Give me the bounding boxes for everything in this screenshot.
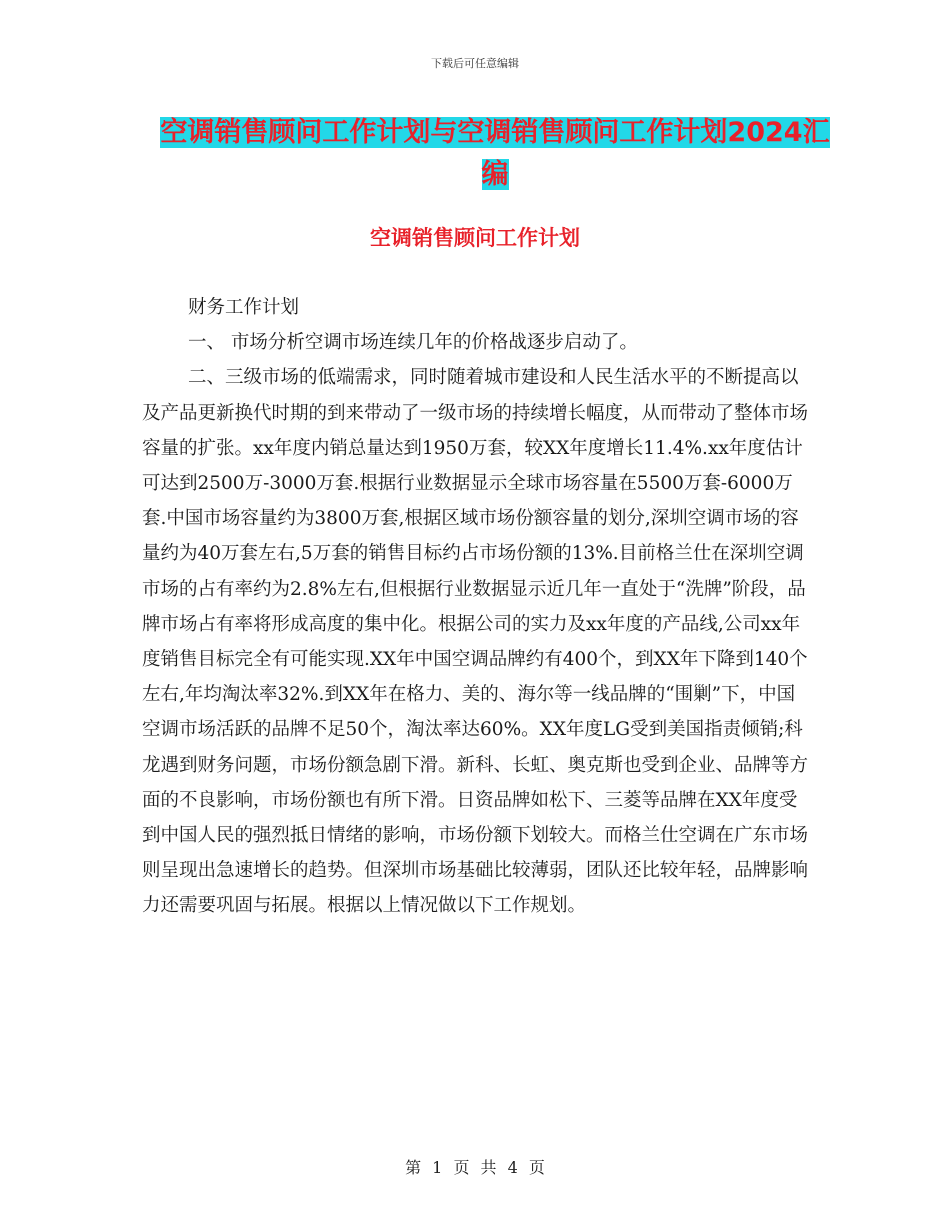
section-title: 空调销售顾问工作计划	[370, 226, 580, 250]
document-body	[142, 290, 810, 924]
page-footer: 第 1 页 共 4 页	[405, 1158, 545, 1177]
header-note: 下载后可任意编辑	[431, 57, 519, 70]
document-title	[150, 112, 840, 196]
paragraph-market-intro: 一、 市场分析空调市场连续几年的价格战逐步启动了。	[188, 332, 638, 354]
paragraph-market-analysis: 二、三级市场的低端需求，同时随着城市建设和人民生活水平的不断提高以及产品更新换代时期的到来带动了一级市场的持续增长幅度，从而带动了整体市场容量的扩张。xx年度内销总量达到1950万套，较XX年度增长11.4%.xx年度估计可达到2500万-3000万套.根据行业数据显示全球市场容量在5500万套-6000万套.中国市场容量约为3800万套,根据区域市场份额容量的划分,深圳空调市场的容量约为40万套左右,5万套的销售目标约占市场份额的13%.目前格兰仕在深圳空调市场的占有率约为2.8%左右,但根据行业数据显示近几年一直处于“洗牌”阶段，品牌市场占有率将形成高度的集中化。根据公司的实力及xx年度的产品线,公司xx年度销售目标完全有可能实现.XX年中国空调品牌约有400个，到XX年下降到140个左右,年均淘汰率32%.到XX年在格力、美的、海尔等一线品牌的“围剿”下，中国空调市场活跃的品牌不足50个，淘汰率达60%。XX年度LG受到美国指责倾销;科龙遇到财务问题，市场份额急剧下滑。新科、长虹、奥克斯也受到企业、品牌等方面的不良影响，市场份额也有所下滑。日资品牌如松下、三菱等品牌在XX年度受到中国人民的强烈抵日情绪的影响，市场份额下划较大。而格兰仕空调在广东市场则呈现出急速增长的趋势。但深圳市场基础比较薄弱，团队还比较年轻，品牌影响力还需要巩固与拓展。根据以上情况做以下工作规划。	[142, 367, 809, 917]
paragraph-heading: 财务工作计划	[188, 297, 300, 318]
document-title-text: 空调销售顾问工作计划与空调销售顾问工作计划2024汇编	[160, 117, 830, 190]
